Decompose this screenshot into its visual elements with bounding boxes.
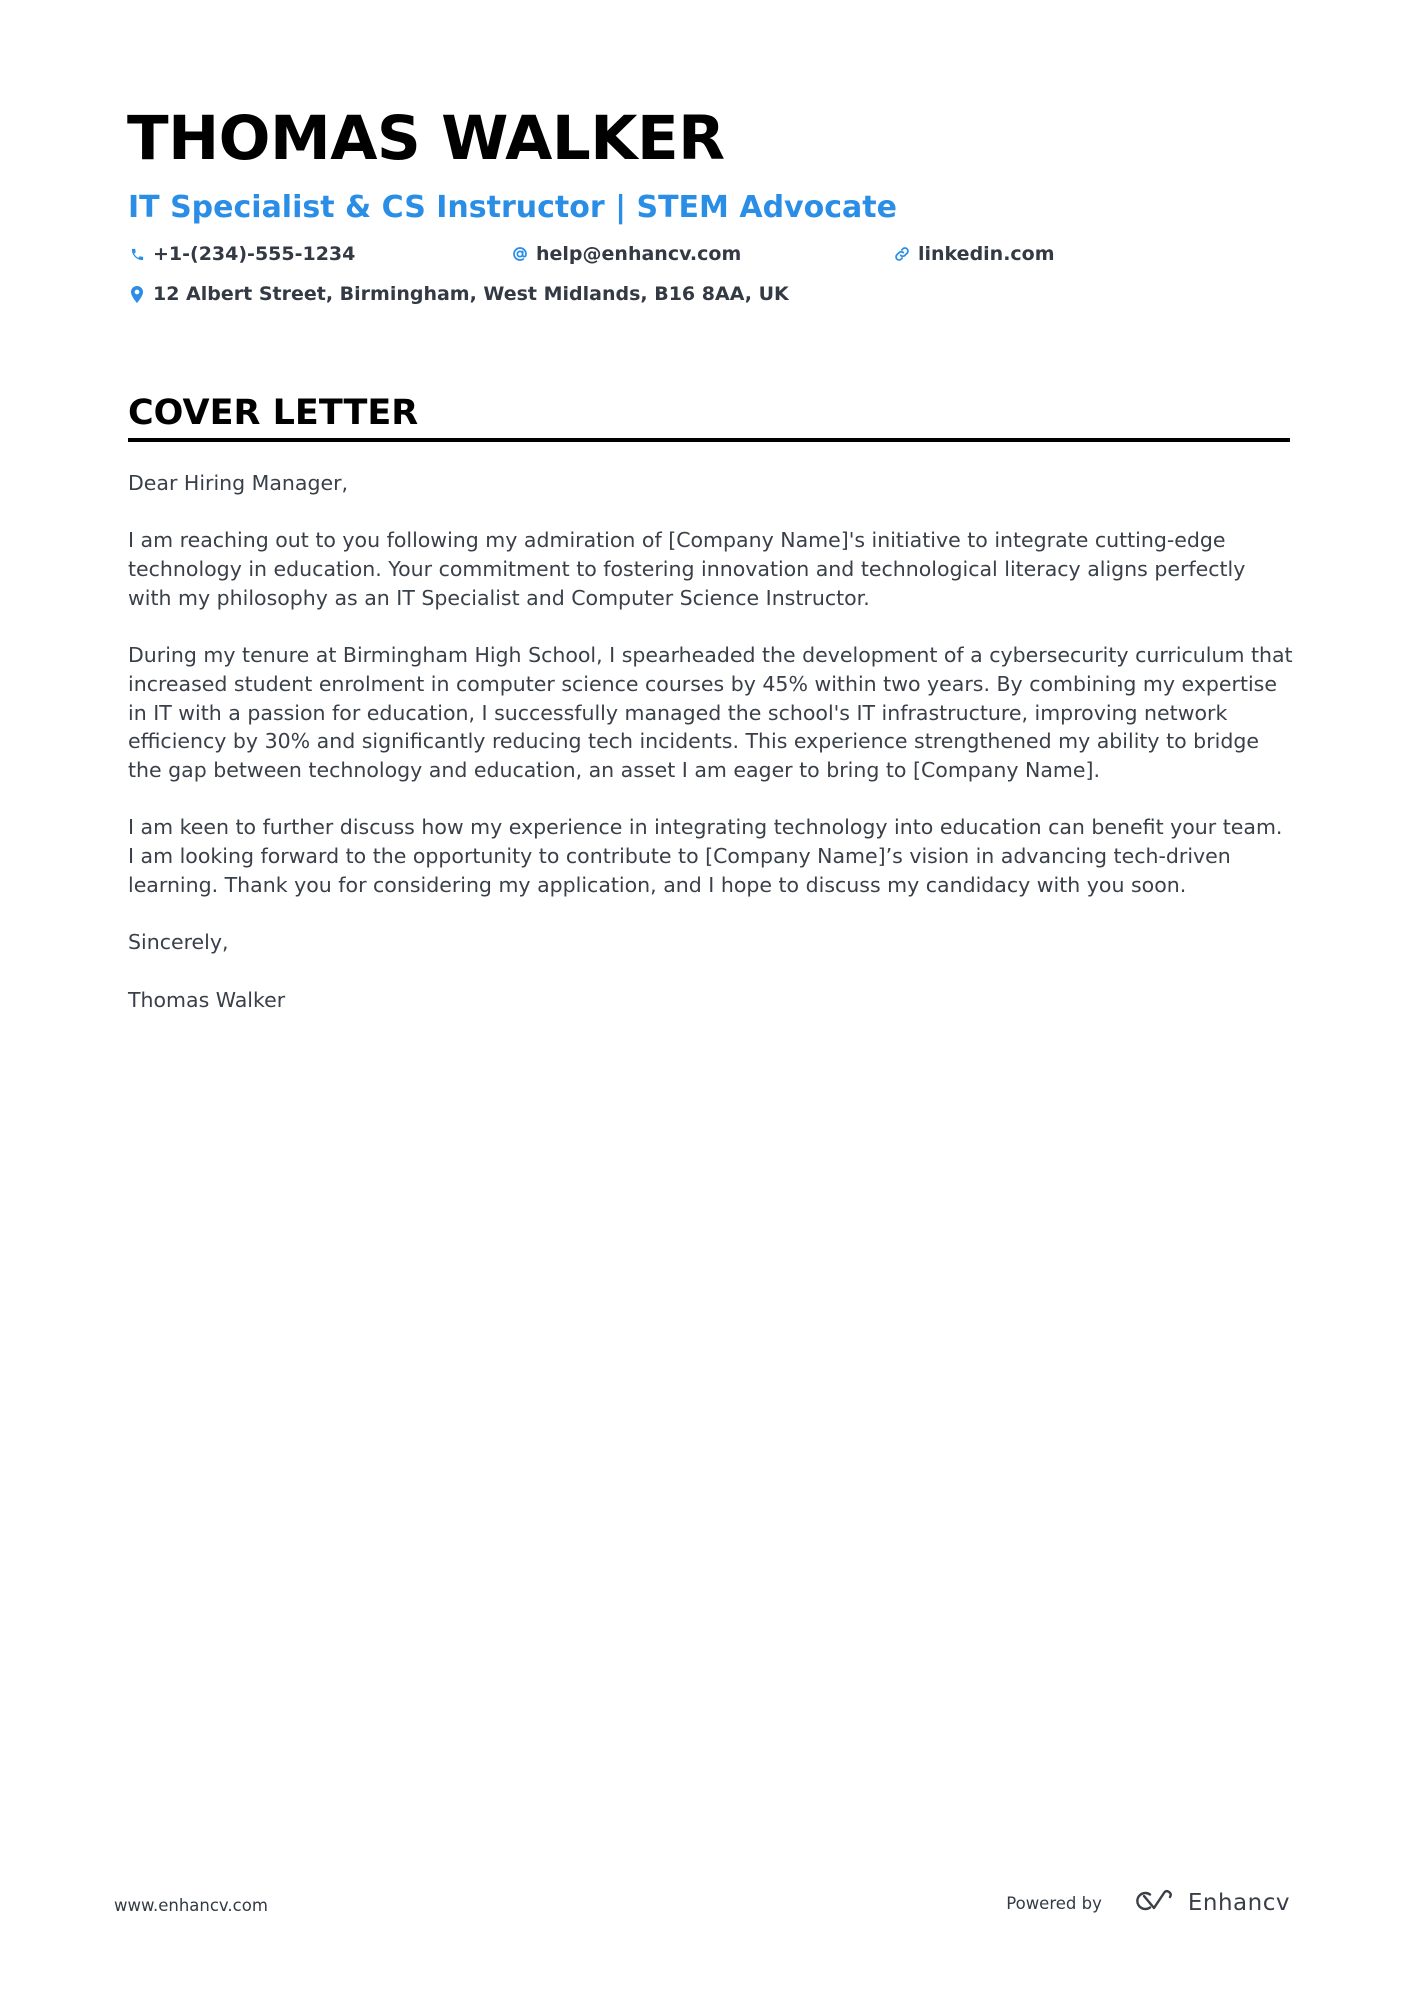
candidate-name: THOMAS WALKER <box>127 103 725 174</box>
letter-body <box>128 469 1293 1043</box>
contact-address <box>128 283 789 305</box>
section-divider <box>128 438 1290 442</box>
letter-paragraph: I am reaching out to you following my admiration of [Company Name]'s initiative to integrate cutting-edge technology in education. Your commitment to fostering innovation and technological literacy aligns perfectly with my philosophy as an IT Specialist and Computer Science Instructor. <box>128 528 1246 610</box>
powered-by-label: Powered by <box>1006 1893 1102 1913</box>
contact-phone[interactable] <box>128 243 355 265</box>
candidate-title: IT Specialist & CS Instructor | STEM Advocate <box>128 190 897 225</box>
letter-signature: Thomas Walker <box>128 987 286 1012</box>
link-icon <box>893 245 911 263</box>
letter-paragraph: During my tenure at Birmingham High School, I spearheaded the development of a cybersecurity curriculum that increased student enrolment in computer science courses by 45% within two years. By combining my expertise in IT with a passion for education, I successfully managed the school's IT infrastructure, improving network efficiency by 30% and significantly reducing tech incidents. This experience strengthened my ability to bridge the gap between technology and education, an asset I am eager to bring to [Company Name]. <box>128 643 1293 782</box>
contact-linkedin[interactable] <box>893 243 1055 265</box>
enhancv-logo-icon <box>1130 1888 1178 1918</box>
address-text: 12 Albert Street, Birmingham, West Midlands, B16 8AA, UK <box>153 283 789 305</box>
letter-paragraph: I am keen to further discuss how my experience in integrating technology into education can benefit your team. I am looking forward to the opportunity to contribute to [Company Name]’s vision in advancing tech-driven learning. Thank you for considering my application, and I hope to discuss my candidacy with you soon. <box>128 815 1283 897</box>
phone-text: +1-(234)-555-1234 <box>153 243 356 265</box>
email-text: help@enhancv.com <box>536 243 742 265</box>
footer-branding <box>1006 1888 1290 1918</box>
linkedin-text: linkedin.com <box>918 243 1055 265</box>
location-pin-icon <box>128 285 146 303</box>
phone-icon <box>128 245 146 263</box>
letter-closing: Sincerely, <box>128 930 229 955</box>
enhancv-logo-text: Enhancv <box>1187 1890 1290 1916</box>
section-title: COVER LETTER <box>128 393 419 433</box>
footer-website[interactable]: www.enhancv.com <box>114 1896 268 1915</box>
enhancv-logo[interactable] <box>1130 1888 1290 1918</box>
letter-greeting: Dear Hiring Manager, <box>128 471 349 495</box>
contact-email[interactable] <box>511 243 741 265</box>
at-icon <box>511 245 529 263</box>
